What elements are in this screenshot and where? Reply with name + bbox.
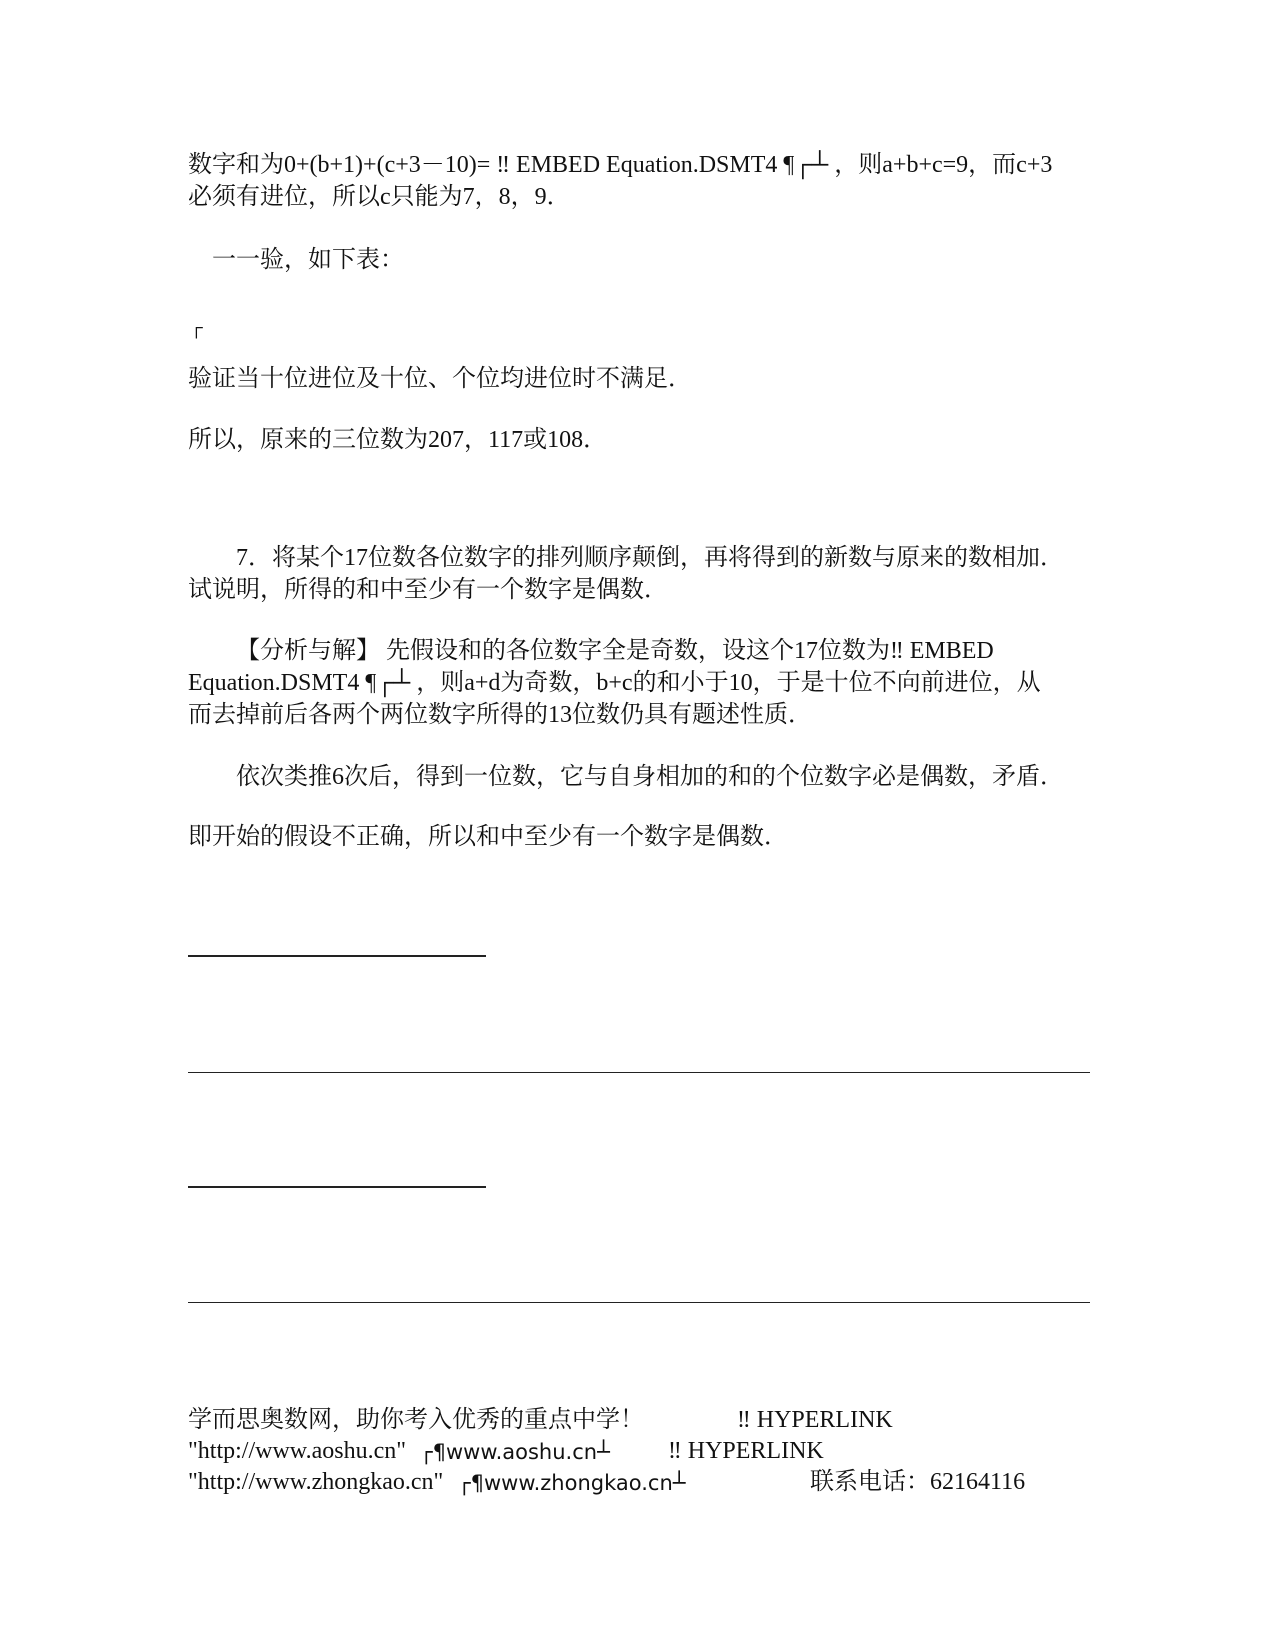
hyperlink-field: ‼ HYPERLINK <box>737 1407 893 1433</box>
long-rule <box>188 1072 1090 1073</box>
paragraph: 验证当十位进位及十位、个位均进位时不满足． <box>188 366 692 392</box>
paragraph: 依次类推6次后，得到一位数，它与自身相加的和的个位数字必是偶数，矛盾． <box>236 764 1064 790</box>
paragraph-line: 数字和为0+(b+1)+(c+3－10)= ‼ EMBED Equation.DSMT4 ¶┌┴ ，则a+b+c=9，而c+3 <box>188 152 1053 178</box>
analysis-line: 【分析与解】 先假设和的各位数字全是奇数，设这个17位数为‼ EMBED <box>236 638 994 664</box>
paragraph: 一一验，如下表： <box>212 247 404 273</box>
analysis-line: Equation.DSMT4 ¶┌┴ ，则a+d为奇数，b+c的和小于10，于是十位不向前进位，从 <box>188 670 1041 696</box>
long-rule <box>188 1302 1090 1303</box>
paragraph: 所以，原来的三位数为207，117或108． <box>188 427 608 453</box>
footer-slogan: 学而思奥数网，助你考入优秀的重点中学！ <box>188 1407 644 1433</box>
hyperlink-zhongkao[interactable]: ┌¶www.zhongkao.cn┴ <box>458 1471 686 1495</box>
hyperlink-url: "http://www.aoshu.cn" <box>188 1438 407 1464</box>
hyperlink-aoshu[interactable]: ┌¶www.aoshu.cn┴ <box>420 1440 610 1464</box>
footer-phone: 联系电话：62164116 <box>810 1469 1026 1495</box>
question-line: 试说明，所得的和中至少有一个数字是偶数． <box>188 577 668 603</box>
paragraph-line: 必须有进位，所以c只能为7，8，9． <box>188 184 571 210</box>
hyperlink-url: "http://www.zhongkao.cn" <box>188 1469 444 1495</box>
analysis-line: 而去掉前后各两个两位数字所得的13位数仍具有题述性质． <box>188 702 812 728</box>
question-line: 7．将某个17位数各位数字的排列顺序颠倒，再将得到的新数与原来的数相加． <box>236 545 1064 571</box>
hyperlink-field: ‼ HYPERLINK <box>668 1438 824 1464</box>
short-rule <box>188 1186 486 1188</box>
table-anchor-mark: ┌ <box>190 317 203 337</box>
short-rule <box>188 955 486 957</box>
paragraph: 即开始的假设不正确，所以和中至少有一个数字是偶数． <box>188 824 788 850</box>
